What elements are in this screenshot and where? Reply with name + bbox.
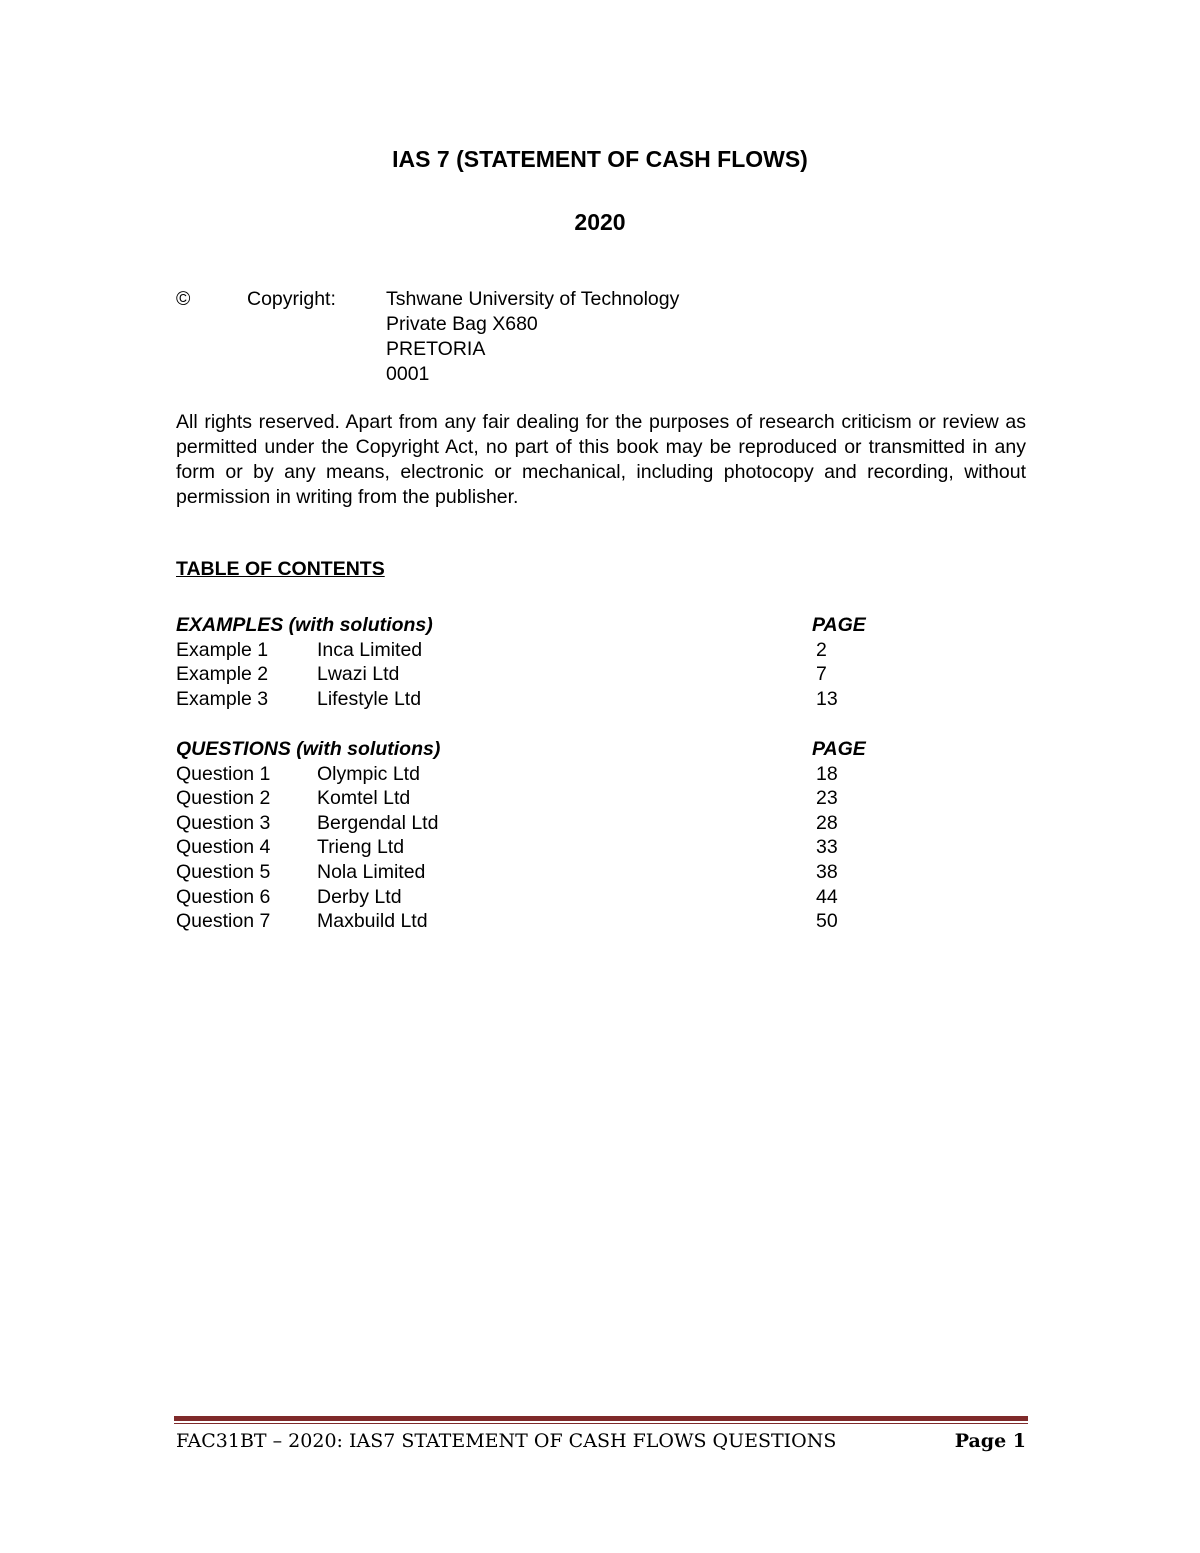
toc-row — [176, 687, 896, 712]
examples-header-row — [176, 613, 896, 638]
toc-row — [176, 638, 896, 663]
toc-row-page: 2 — [816, 638, 827, 661]
address-line: PRETORIA — [386, 338, 486, 360]
toc-row-name: Trieng Ltd — [317, 836, 405, 859]
toc-row-label: Question 1 — [176, 762, 271, 785]
toc-row-name: Bergendal Ltd — [317, 811, 439, 834]
toc-row-page: 23 — [816, 787, 838, 810]
footer-divider — [174, 1416, 1028, 1421]
toc-row-name: Lwazi Ltd — [317, 663, 400, 686]
toc-heading: TABLE OF CONTENTS — [176, 558, 385, 580]
footer-page-number: Page 1 — [954, 1430, 1026, 1452]
toc-row-page: 7 — [816, 663, 827, 686]
toc-row — [176, 909, 896, 934]
page-column-header: PAGE — [812, 738, 866, 760]
toc-row-name: Nola Limited — [317, 860, 426, 883]
toc-row-name: Maxbuild Ltd — [317, 910, 428, 933]
examples-section — [176, 613, 896, 711]
toc-row — [176, 860, 896, 885]
questions-header-row — [176, 737, 896, 762]
toc-row-label: Question 7 — [176, 910, 271, 933]
toc-row-name: Olympic Ltd — [317, 762, 420, 785]
toc-row — [176, 762, 896, 787]
toc-row-page: 38 — [816, 860, 838, 883]
toc-row — [176, 811, 896, 836]
footer-divider-thin — [174, 1423, 1028, 1424]
toc-row — [176, 835, 896, 860]
address-line: Tshwane University of Technology — [386, 288, 680, 310]
address-line: 0001 — [386, 363, 430, 385]
toc-row — [176, 662, 896, 687]
copyright-symbol: © — [176, 288, 191, 310]
toc-row — [176, 885, 896, 910]
toc-row-label: Question 6 — [176, 885, 271, 908]
toc-row-name: Komtel Ltd — [317, 787, 411, 810]
examples-header: EXAMPLES (with solutions) — [176, 614, 433, 636]
document-year: 2020 — [574, 209, 626, 235]
rights-paragraph: All rights reserved. Apart from any fair dealing for the purposes of research criticism or review as permitted under the Copyright Act, no part of this book may be reproduced or transmitted in any form or by any means, electronic or mechanical, including photocopy and recording, without permission in writing from the publisher. — [176, 411, 1026, 508]
toc-row-page: 28 — [816, 811, 838, 834]
toc-row-label: Question 5 — [176, 860, 271, 883]
toc-row-page: 50 — [816, 910, 838, 933]
toc-row-name: Inca Limited — [317, 638, 423, 661]
toc-row-label: Example 2 — [176, 663, 269, 686]
copyright-address — [386, 287, 679, 387]
toc-row-name: Lifestyle Ltd — [317, 687, 422, 710]
document-title: IAS 7 (STATEMENT OF CASH FLOWS) — [392, 146, 808, 172]
toc-row-page: 44 — [816, 885, 838, 908]
questions-section — [176, 737, 896, 934]
toc-row-page: 13 — [816, 687, 838, 710]
toc-row-label: Question 2 — [176, 787, 271, 810]
address-line: Private Bag X680 — [386, 313, 538, 335]
toc-row-label: Example 1 — [176, 638, 269, 661]
questions-header: QUESTIONS (with solutions) — [176, 738, 441, 760]
toc-row-page: 33 — [816, 836, 838, 859]
toc-row-page: 18 — [816, 762, 838, 785]
footer-course-title: FAC31BT – 2020: IAS7 STATEMENT OF CASH FLOWS QUESTIONS — [176, 1430, 837, 1452]
toc-row-name: Derby Ltd — [317, 885, 402, 908]
toc-row-label: Question 3 — [176, 811, 271, 834]
copyright-label: Copyright: — [247, 288, 336, 310]
page-column-header: PAGE — [812, 614, 866, 636]
toc-row-label: Example 3 — [176, 687, 269, 710]
toc-row — [176, 786, 896, 811]
toc-row-label: Question 4 — [176, 836, 271, 859]
